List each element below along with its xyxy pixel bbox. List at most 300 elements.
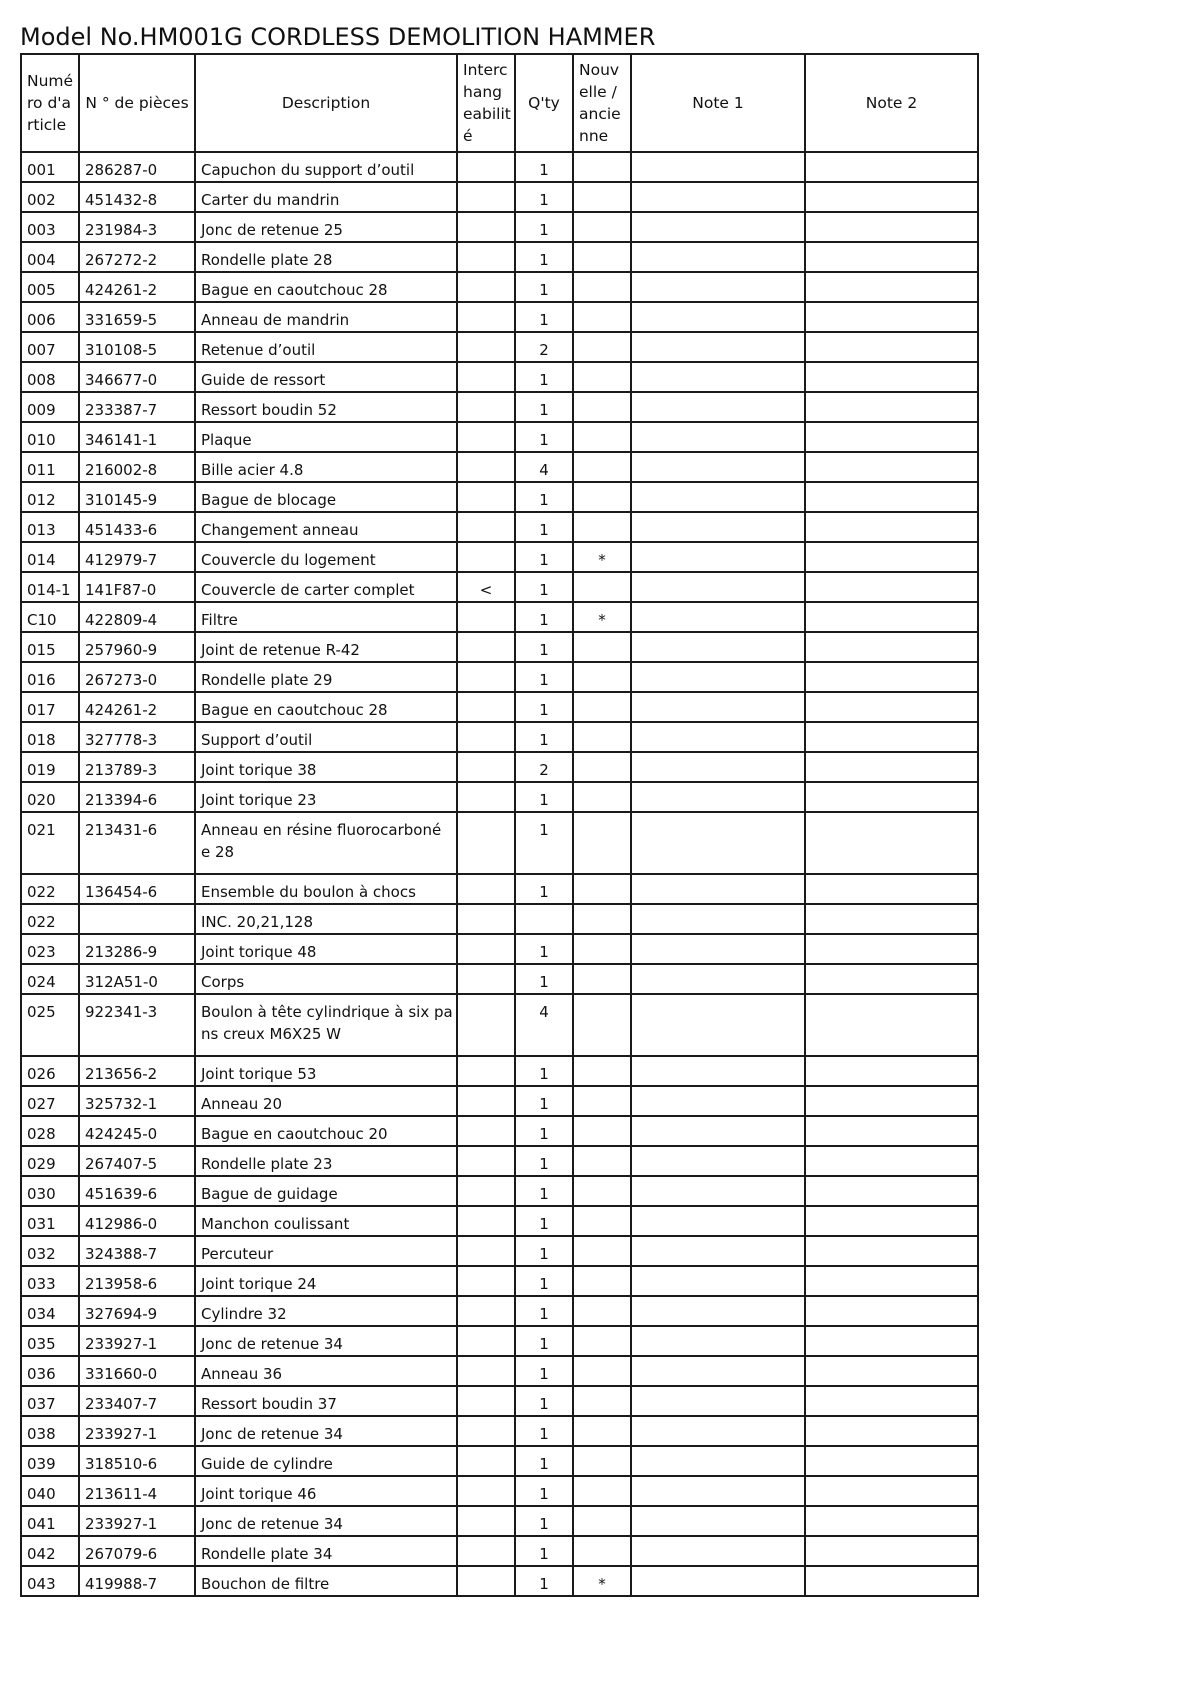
table-row [21, 512, 978, 542]
qty-cell: 1 [515, 964, 573, 994]
new-old-cell [573, 1386, 631, 1416]
item-no-cell: 001 [21, 152, 79, 182]
description-cell: Ensemble du boulon à chocs [195, 874, 457, 904]
part-no-cell: 141F87-0 [79, 572, 195, 602]
note1-cell [631, 1146, 805, 1176]
new-old-cell [573, 1476, 631, 1506]
note2-cell [805, 662, 978, 692]
item-no-cell: 014-1 [21, 572, 79, 602]
header-note1: Note 1 [631, 54, 805, 152]
item-no-cell: 042 [21, 1536, 79, 1566]
part-no-cell: 233927-1 [79, 1506, 195, 1536]
interchangeability-cell [457, 602, 515, 632]
part-no-cell: 257960-9 [79, 632, 195, 662]
new-old-cell [573, 1266, 631, 1296]
description-cell: Bouchon de filtre [195, 1566, 457, 1596]
note2-cell [805, 1206, 978, 1236]
header-new-old: Nouv elle / ancie nne [573, 54, 631, 152]
note1-cell [631, 632, 805, 662]
interchangeability-cell [457, 332, 515, 362]
qty-cell: 1 [515, 934, 573, 964]
note2-cell [805, 302, 978, 332]
part-no-cell: 922341-3 [79, 994, 195, 1056]
interchangeability-cell [457, 1206, 515, 1236]
item-no-cell: 011 [21, 452, 79, 482]
table-row [21, 332, 978, 362]
new-old-cell [573, 1146, 631, 1176]
header-interchangeability: Interc hang eabilit é [457, 54, 515, 152]
description-cell: Ressort boudin 52 [195, 392, 457, 422]
table-row [21, 1536, 978, 1566]
table-row [21, 632, 978, 662]
item-no-cell: 006 [21, 302, 79, 332]
part-no-cell: 346677-0 [79, 362, 195, 392]
note2-cell [805, 1356, 978, 1386]
note1-cell [631, 182, 805, 212]
qty-cell: 1 [515, 542, 573, 572]
interchangeability-cell [457, 722, 515, 752]
note1-cell [631, 662, 805, 692]
description-cell: Capuchon du support d’outil [195, 152, 457, 182]
note1-cell [631, 1176, 805, 1206]
interchangeability-cell [457, 512, 515, 542]
description-cell: Couvercle du logement [195, 542, 457, 572]
note1-cell [631, 812, 805, 874]
new-old-cell [573, 1236, 631, 1266]
description-cell: Percuteur [195, 1236, 457, 1266]
interchangeability-cell [457, 242, 515, 272]
qty-cell: 1 [515, 874, 573, 904]
note1-cell [631, 242, 805, 272]
interchangeability-cell [457, 662, 515, 692]
note1-cell [631, 1416, 805, 1446]
new-old-cell [573, 242, 631, 272]
new-old-cell: * [573, 1566, 631, 1596]
description-cell: Rondelle plate 29 [195, 662, 457, 692]
new-old-cell [573, 904, 631, 934]
description-cell: Plaque [195, 422, 457, 452]
note2-cell [805, 1326, 978, 1356]
part-no-cell: 331660-0 [79, 1356, 195, 1386]
part-no-cell: 267273-0 [79, 662, 195, 692]
table-row [21, 1146, 978, 1176]
item-no-cell: 007 [21, 332, 79, 362]
table-row [21, 152, 978, 182]
description-cell: Anneau 36 [195, 1356, 457, 1386]
item-no-cell: 016 [21, 662, 79, 692]
interchangeability-cell [457, 1356, 515, 1386]
note2-cell [805, 392, 978, 422]
table-header-row [21, 54, 978, 152]
qty-cell: 1 [515, 1236, 573, 1266]
part-no-cell: 213394-6 [79, 782, 195, 812]
description-cell: Guide de cylindre [195, 1446, 457, 1476]
new-old-cell [573, 812, 631, 874]
part-no-cell: 419988-7 [79, 1566, 195, 1596]
note2-cell [805, 1146, 978, 1176]
note1-cell [631, 1476, 805, 1506]
new-old-cell [573, 272, 631, 302]
interchangeability-cell [457, 1446, 515, 1476]
qty-cell: 4 [515, 994, 573, 1056]
qty-cell: 1 [515, 1476, 573, 1506]
item-no-cell: 015 [21, 632, 79, 662]
interchangeability-cell [457, 1176, 515, 1206]
interchangeability-cell [457, 482, 515, 512]
note2-cell [805, 752, 978, 782]
note2-cell [805, 1506, 978, 1536]
qty-cell: 1 [515, 1056, 573, 1086]
note2-cell [805, 572, 978, 602]
table-row [21, 1236, 978, 1266]
note2-cell [805, 272, 978, 302]
qty-cell: 1 [515, 242, 573, 272]
part-no-cell: 286287-0 [79, 152, 195, 182]
table-body [21, 152, 978, 1596]
table-row [21, 964, 978, 994]
interchangeability-cell [457, 452, 515, 482]
interchangeability-cell [457, 182, 515, 212]
table-row [21, 572, 978, 602]
interchangeability-cell: < [457, 572, 515, 602]
qty-cell: 1 [515, 272, 573, 302]
interchangeability-cell [457, 542, 515, 572]
note2-cell [805, 1086, 978, 1116]
note2-cell [805, 1416, 978, 1446]
new-old-cell [573, 722, 631, 752]
note1-cell [631, 452, 805, 482]
note1-cell [631, 1326, 805, 1356]
table-row [21, 1116, 978, 1146]
description-cell: Joint torique 53 [195, 1056, 457, 1086]
table-row [21, 1086, 978, 1116]
interchangeability-cell [457, 1386, 515, 1416]
item-no-cell: 012 [21, 482, 79, 512]
table-row [21, 1506, 978, 1536]
description-cell: Jonc de retenue 34 [195, 1416, 457, 1446]
part-no-cell: 216002-8 [79, 452, 195, 482]
note1-cell [631, 874, 805, 904]
description-cell: Couvercle de carter complet [195, 572, 457, 602]
qty-cell [515, 904, 573, 934]
part-no-cell: 267407-5 [79, 1146, 195, 1176]
header-description: Description [195, 54, 457, 152]
header-note2: Note 2 [805, 54, 978, 152]
interchangeability-cell [457, 1056, 515, 1086]
interchangeability-cell [457, 994, 515, 1056]
note2-cell [805, 242, 978, 272]
qty-cell: 1 [515, 392, 573, 422]
description-cell: Bague en caoutchouc 28 [195, 692, 457, 722]
note1-cell [631, 1536, 805, 1566]
item-no-cell: 032 [21, 1236, 79, 1266]
note1-cell [631, 512, 805, 542]
new-old-cell [573, 482, 631, 512]
note1-cell [631, 152, 805, 182]
description-cell: Bille acier 4.8 [195, 452, 457, 482]
interchangeability-cell [457, 392, 515, 422]
new-old-cell [573, 782, 631, 812]
note1-cell [631, 1056, 805, 1086]
interchangeability-cell [457, 1086, 515, 1116]
description-cell: Bague de guidage [195, 1176, 457, 1206]
item-no-cell: 029 [21, 1146, 79, 1176]
note2-cell [805, 1536, 978, 1566]
interchangeability-cell [457, 1506, 515, 1536]
note2-cell [805, 512, 978, 542]
item-no-cell: 033 [21, 1266, 79, 1296]
description-cell: Anneau 20 [195, 1086, 457, 1116]
note2-cell [805, 182, 978, 212]
part-no-cell: 451639-6 [79, 1176, 195, 1206]
description-cell: Jonc de retenue 34 [195, 1326, 457, 1356]
description-cell: Anneau de mandrin [195, 302, 457, 332]
part-no-cell: 136454-6 [79, 874, 195, 904]
description-cell: Joint torique 48 [195, 934, 457, 964]
note2-cell [805, 482, 978, 512]
part-no-cell: 310145-9 [79, 482, 195, 512]
new-old-cell [573, 422, 631, 452]
note1-cell [631, 362, 805, 392]
note1-cell [631, 1386, 805, 1416]
item-no-cell: 022 [21, 904, 79, 934]
note2-cell [805, 692, 978, 722]
part-no-cell: 331659-5 [79, 302, 195, 332]
item-no-cell: 034 [21, 1296, 79, 1326]
item-no-cell: 014 [21, 542, 79, 572]
note2-cell [805, 1446, 978, 1476]
description-cell: Joint de retenue R-42 [195, 632, 457, 662]
new-old-cell [573, 1506, 631, 1536]
table-row [21, 482, 978, 512]
interchangeability-cell [457, 272, 515, 302]
description-cell: Corps [195, 964, 457, 994]
interchangeability-cell [457, 1566, 515, 1596]
item-no-cell: 008 [21, 362, 79, 392]
table-row [21, 752, 978, 782]
interchangeability-cell [457, 964, 515, 994]
qty-cell: 1 [515, 182, 573, 212]
qty-cell: 1 [515, 1146, 573, 1176]
parts-table [20, 53, 979, 1597]
interchangeability-cell [457, 1146, 515, 1176]
part-no-cell: 424245-0 [79, 1116, 195, 1146]
part-no-cell: 267079-6 [79, 1536, 195, 1566]
description-cell: Manchon coulissant [195, 1206, 457, 1236]
part-no-cell: 233927-1 [79, 1326, 195, 1356]
part-no-cell: 325732-1 [79, 1086, 195, 1116]
note2-cell [805, 1116, 978, 1146]
interchangeability-cell [457, 752, 515, 782]
note2-cell [805, 722, 978, 752]
note2-cell [805, 422, 978, 452]
table-row [21, 1296, 978, 1326]
part-no-cell: 422809-4 [79, 602, 195, 632]
interchangeability-cell [457, 422, 515, 452]
item-no-cell: 027 [21, 1086, 79, 1116]
new-old-cell [573, 1086, 631, 1116]
description-cell: Filtre [195, 602, 457, 632]
item-no-cell: 030 [21, 1176, 79, 1206]
header-item-no: Numé ro d'a rticle [21, 54, 79, 152]
part-no-cell: 318510-6 [79, 1446, 195, 1476]
table-row [21, 212, 978, 242]
new-old-cell [573, 1296, 631, 1326]
table-row [21, 1416, 978, 1446]
qty-cell: 1 [515, 1176, 573, 1206]
description-cell: Carter du mandrin [195, 182, 457, 212]
item-no-cell: 013 [21, 512, 79, 542]
description-cell: Cylindre 32 [195, 1296, 457, 1326]
note2-cell [805, 934, 978, 964]
note1-cell [631, 1566, 805, 1596]
note1-cell [631, 692, 805, 722]
table-row [21, 1206, 978, 1236]
note2-cell [805, 1266, 978, 1296]
qty-cell: 2 [515, 332, 573, 362]
new-old-cell [573, 874, 631, 904]
item-no-cell: 017 [21, 692, 79, 722]
new-old-cell [573, 1056, 631, 1086]
item-no-cell: 005 [21, 272, 79, 302]
part-no-cell: 213789-3 [79, 752, 195, 782]
description-cell: Ressort boudin 37 [195, 1386, 457, 1416]
part-no-cell: 451433-6 [79, 512, 195, 542]
table-row [21, 1326, 978, 1356]
note1-cell [631, 722, 805, 752]
note2-cell [805, 994, 978, 1056]
note2-cell [805, 212, 978, 242]
interchangeability-cell [457, 1536, 515, 1566]
interchangeability-cell [457, 874, 515, 904]
new-old-cell [573, 1356, 631, 1386]
item-no-cell: 038 [21, 1416, 79, 1446]
qty-cell: 1 [515, 1266, 573, 1296]
part-no-cell: 346141-1 [79, 422, 195, 452]
description-cell: Bague en caoutchouc 20 [195, 1116, 457, 1146]
part-no-cell: 213286-9 [79, 934, 195, 964]
note1-cell [631, 422, 805, 452]
description-cell: Anneau en résine fluorocarboné e 28 [195, 812, 457, 874]
note1-cell [631, 904, 805, 934]
part-no-cell: 233927-1 [79, 1416, 195, 1446]
note1-cell [631, 994, 805, 1056]
table-row [21, 452, 978, 482]
qty-cell: 1 [515, 1086, 573, 1116]
item-no-cell: 035 [21, 1326, 79, 1356]
part-no-cell: 233387-7 [79, 392, 195, 422]
table-row [21, 1056, 978, 1086]
note1-cell [631, 1116, 805, 1146]
part-no-cell: 213656-2 [79, 1056, 195, 1086]
new-old-cell: * [573, 542, 631, 572]
item-no-cell: 036 [21, 1356, 79, 1386]
qty-cell: 1 [515, 1386, 573, 1416]
note2-cell [805, 874, 978, 904]
note2-cell [805, 152, 978, 182]
description-cell: Joint torique 23 [195, 782, 457, 812]
description-cell: Boulon à tête cylindrique à six pa ns creux M6X25 W [195, 994, 457, 1056]
new-old-cell [573, 212, 631, 242]
qty-cell: 1 [515, 512, 573, 542]
item-no-cell: 028 [21, 1116, 79, 1146]
qty-cell: 1 [515, 1506, 573, 1536]
qty-cell: 1 [515, 302, 573, 332]
table-row [21, 302, 978, 332]
new-old-cell [573, 752, 631, 782]
qty-cell: 1 [515, 1356, 573, 1386]
qty-cell: 1 [515, 632, 573, 662]
note1-cell [631, 1446, 805, 1476]
item-no-cell: 002 [21, 182, 79, 212]
item-no-cell: 040 [21, 1476, 79, 1506]
header-part-no: N ° de pièces [79, 54, 195, 152]
note1-cell [631, 1296, 805, 1326]
qty-cell: 2 [515, 752, 573, 782]
note1-cell [631, 1086, 805, 1116]
qty-cell: 1 [515, 782, 573, 812]
qty-cell: 1 [515, 1536, 573, 1566]
interchangeability-cell [457, 692, 515, 722]
new-old-cell [573, 994, 631, 1056]
table-row [21, 1446, 978, 1476]
qty-cell: 1 [515, 422, 573, 452]
interchangeability-cell [457, 1116, 515, 1146]
interchangeability-cell [457, 934, 515, 964]
new-old-cell [573, 692, 631, 722]
description-cell: INC. 20,21,128 [195, 904, 457, 934]
note1-cell [631, 542, 805, 572]
note2-cell [805, 1236, 978, 1266]
note1-cell [631, 1266, 805, 1296]
description-cell: Retenue d’outil [195, 332, 457, 362]
interchangeability-cell [457, 1416, 515, 1446]
description-cell: Joint torique 46 [195, 1476, 457, 1506]
description-cell: Changement anneau [195, 512, 457, 542]
qty-cell: 1 [515, 1566, 573, 1596]
interchangeability-cell [457, 1476, 515, 1506]
note1-cell [631, 1206, 805, 1236]
note1-cell [631, 482, 805, 512]
table-row [21, 1176, 978, 1206]
item-no-cell: 039 [21, 1446, 79, 1476]
note2-cell [805, 1476, 978, 1506]
interchangeability-cell [457, 1266, 515, 1296]
description-cell: Rondelle plate 23 [195, 1146, 457, 1176]
note1-cell [631, 572, 805, 602]
note2-cell [805, 362, 978, 392]
page-title: Model No.HM001G CORDLESS DEMOLITION HAMMER [20, 23, 656, 51]
new-old-cell [573, 152, 631, 182]
qty-cell: 1 [515, 602, 573, 632]
qty-cell: 1 [515, 1206, 573, 1236]
part-no-cell: 412986-0 [79, 1206, 195, 1236]
new-old-cell [573, 632, 631, 662]
table-row [21, 1356, 978, 1386]
qty-cell: 1 [515, 1416, 573, 1446]
item-no-cell: 041 [21, 1506, 79, 1536]
qty-cell: 1 [515, 812, 573, 874]
part-no-cell: 312A51-0 [79, 964, 195, 994]
description-cell: Bague en caoutchouc 28 [195, 272, 457, 302]
note1-cell [631, 332, 805, 362]
item-no-cell: 020 [21, 782, 79, 812]
qty-cell: 1 [515, 692, 573, 722]
interchangeability-cell [457, 782, 515, 812]
interchangeability-cell [457, 212, 515, 242]
part-no-cell: 231984-3 [79, 212, 195, 242]
qty-cell: 1 [515, 212, 573, 242]
